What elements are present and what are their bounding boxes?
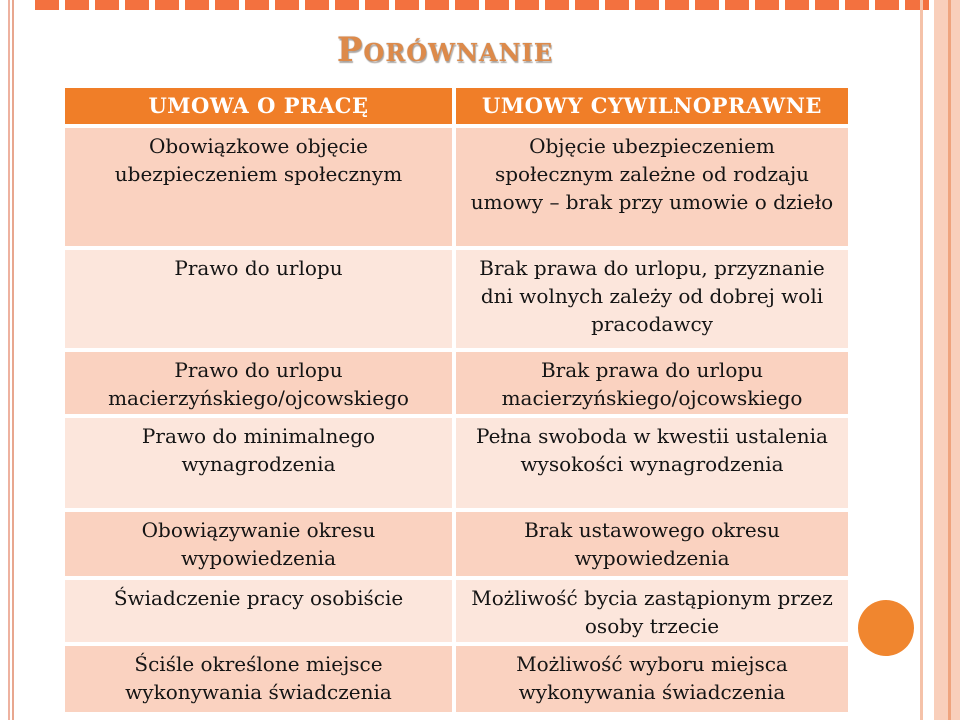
table-cell: Objęcie ubezpieczeniem społecznym zależne od rodzaju umowy – brak przy umowie o dzieło [456,128,848,246]
table-cell: Obowiązkowe objęcie ubezpieczeniem społecznym [65,128,452,246]
right-border-band [934,0,960,720]
slide-title: Porównanie [336,30,554,70]
table-cell: Prawo do minimalnego wynagrodzenia [65,418,452,508]
table-cell: Obowiązywanie okresu wypowiedzenia [65,512,452,576]
right-border-line-thin [920,0,923,720]
left-border-line-outer [8,0,10,720]
table-cell: Brak prawa do urlopu, przyznanie dni wolnych zależy od dobrej woli pracodawcy [456,250,848,348]
table-cell: Możliwość bycia zastąpionym przez osoby trzecie [456,580,848,642]
table-cell: Pełna swoboda w kwestii ustalenia wysokości wynagrodzenia [456,418,848,508]
top-border-dashes-decoration [35,0,945,10]
right-border-band-inner-line [948,0,951,720]
table-cell: Prawo do urlopu [65,250,452,348]
table-cell: Świadczenie pracy osobiście [65,580,452,642]
table-header-umowy-cywilnoprawne: UMOWY CYWILNOPRAWNE [456,88,848,124]
table-cell: Brak ustawowego okresu wypowiedzenia [456,512,848,576]
table-cell: Brak prawa do urlopu macierzyńskiego/ojcowskiego [456,352,848,414]
accent-circle-decoration [858,600,914,656]
left-border-line-inner [12,0,14,720]
table-cell: Prawo do urlopu macierzyńskiego/ojcowskiego [65,352,452,414]
table-cell: Ściśle określone miejsce wykonywania świadczenia [65,646,452,712]
table-header-umowa-o-prace: UMOWA O PRACĘ [65,88,452,124]
comparison-table [65,88,848,712]
table-cell: Możliwość wyboru miejsca wykonywania świadczenia [456,646,848,712]
